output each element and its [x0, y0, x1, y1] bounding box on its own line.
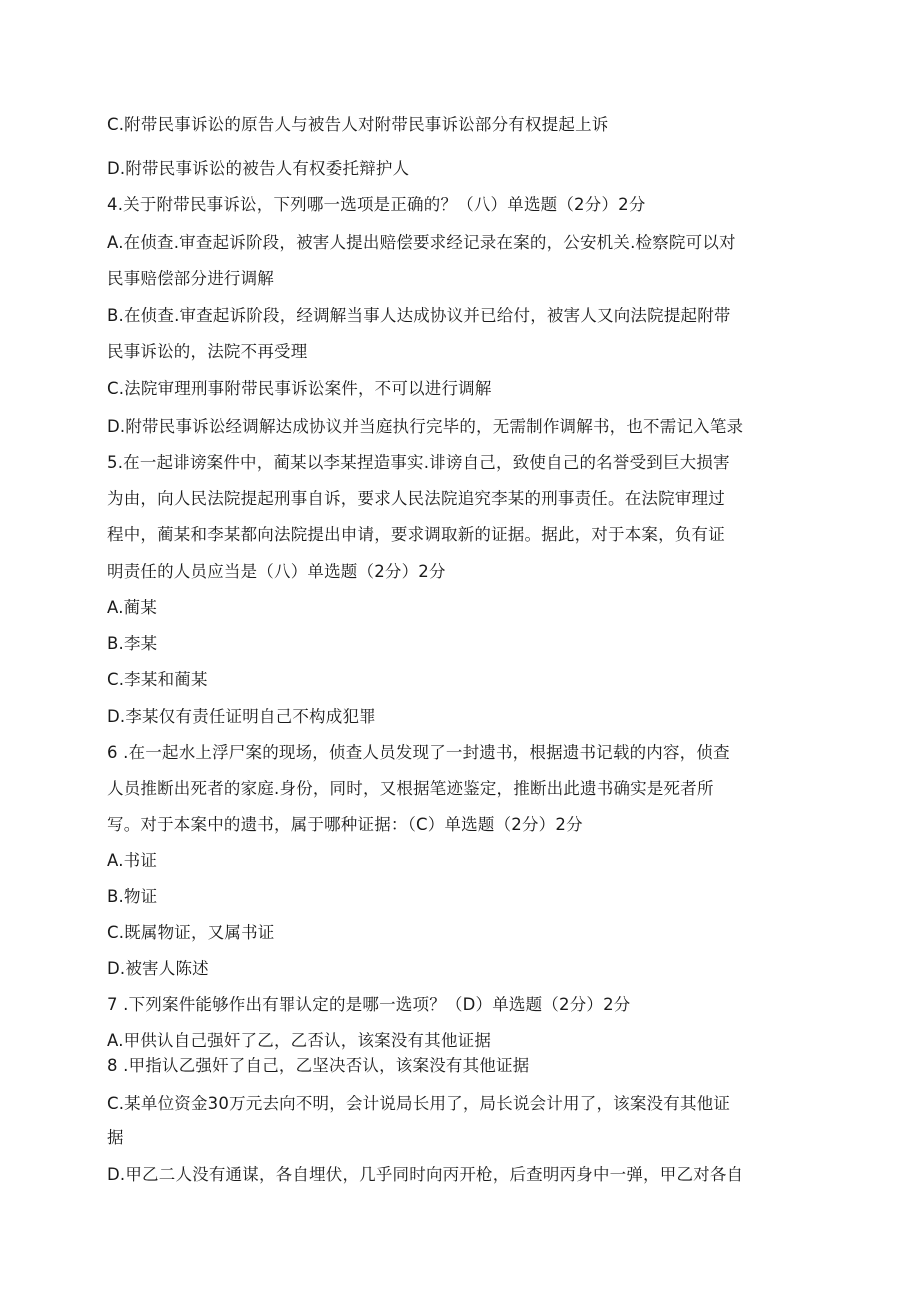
question-6-line: 6 .在一起水上浮尸案的现场，侦查人员发现了一封遗书，根据遗书记载的内容，侦查 — [107, 743, 730, 762]
option-d-line: D.甲乙二人没有通谋，各自埋伏，几乎同时向丙开枪，后查明丙身中一弹，甲乙对各自 — [107, 1165, 744, 1184]
question-5-cont-line: 明责任的人员应当是（八）单选题（2分）2分 — [107, 562, 446, 581]
question-7-line: 7 .下列案件能够作出有罪认定的是哪一选项？（D）单选题（2分）2分 — [107, 995, 631, 1014]
option-b-line: B.在侦查.审查起诉阶段，经调解当事人达成协议并已给付，被害人又向法院提起附带 — [107, 306, 731, 325]
option-c-cont-line: 据 — [107, 1128, 124, 1147]
option-a-cont-line: 民事赔偿部分进行调解 — [107, 269, 274, 288]
option-a-line: A.蔺某 — [107, 598, 158, 617]
option-b-cont-line: 民事诉讼的，法院不再受理 — [107, 342, 308, 361]
option-d-line: D.附带民事诉讼的被告人有权委托辩护人 — [107, 159, 410, 178]
option-a-line: A.在侦查.审查起诉阶段，被害人提出赔偿要求经记录在案的，公安机关.检察院可以对 — [107, 233, 736, 252]
option-a-line: A.甲供认自己强奸了乙，乙否认，该案没有其他证据 — [107, 1031, 492, 1050]
option-a-line: A.书证 — [107, 851, 158, 870]
option-c-line: C.李某和蔺某 — [107, 670, 208, 689]
option-d-line: D.被害人陈述 — [107, 959, 209, 978]
question-5-cont-line: 程中，蔺某和李某都向法院提出申请，要求调取新的证据。据此，对于本案，负有证 — [107, 525, 725, 544]
question-5-line: 5.在一起诽谤案件中，蔺某以李某捏造事实.诽谤自己，致使自己的名誉受到巨大损害 — [107, 453, 730, 472]
question-6-cont-line: 人员推断出死者的家庭.身份，同时，又根据笔迹鉴定，推断出此遗书确实是死者所 — [107, 779, 714, 798]
question-4-line: 4.关于附带民事诉讼，下列哪一选项是正确的？（八）单选题（2分）2分 — [107, 195, 646, 214]
option-b-line: B.李某 — [107, 634, 158, 653]
option-c-line: C.既属物证，又属书证 — [107, 923, 275, 942]
question-6-cont-line: 写。对于本案中的遗书，属于哪种证据：（C）单选题（2分）2分 — [107, 815, 583, 834]
option-c-line: C.法院审理刑事附带民事诉讼案件，不可以进行调解 — [107, 379, 492, 398]
option-d-line: D.附带民事诉讼经调解达成协议并当庭执行完毕的，无需制作调解书，也不需记入笔录 — [107, 417, 744, 436]
option-c-line: C.附带民事诉讼的原告人与被告人对附带民事诉讼部分有权提起上诉 — [107, 115, 609, 134]
option-b-line: B.物证 — [107, 887, 158, 906]
question-5-cont-line: 为由，向人民法院提起刑事自诉，要求人民法院追究李某的刑事责任。在法院审理过 — [107, 489, 725, 508]
option-d-line: D.李某仅有责任证明自己不构成犯罪 — [107, 707, 376, 726]
question-8-line: 8 .甲指认乙强奸了自己，乙坚决否认，该案没有其他证据 — [107, 1056, 530, 1075]
option-c-line: C.某单位资金30万元去向不明，会计说局长用了，局长说会计用了，该案没有其他证 — [107, 1094, 731, 1113]
